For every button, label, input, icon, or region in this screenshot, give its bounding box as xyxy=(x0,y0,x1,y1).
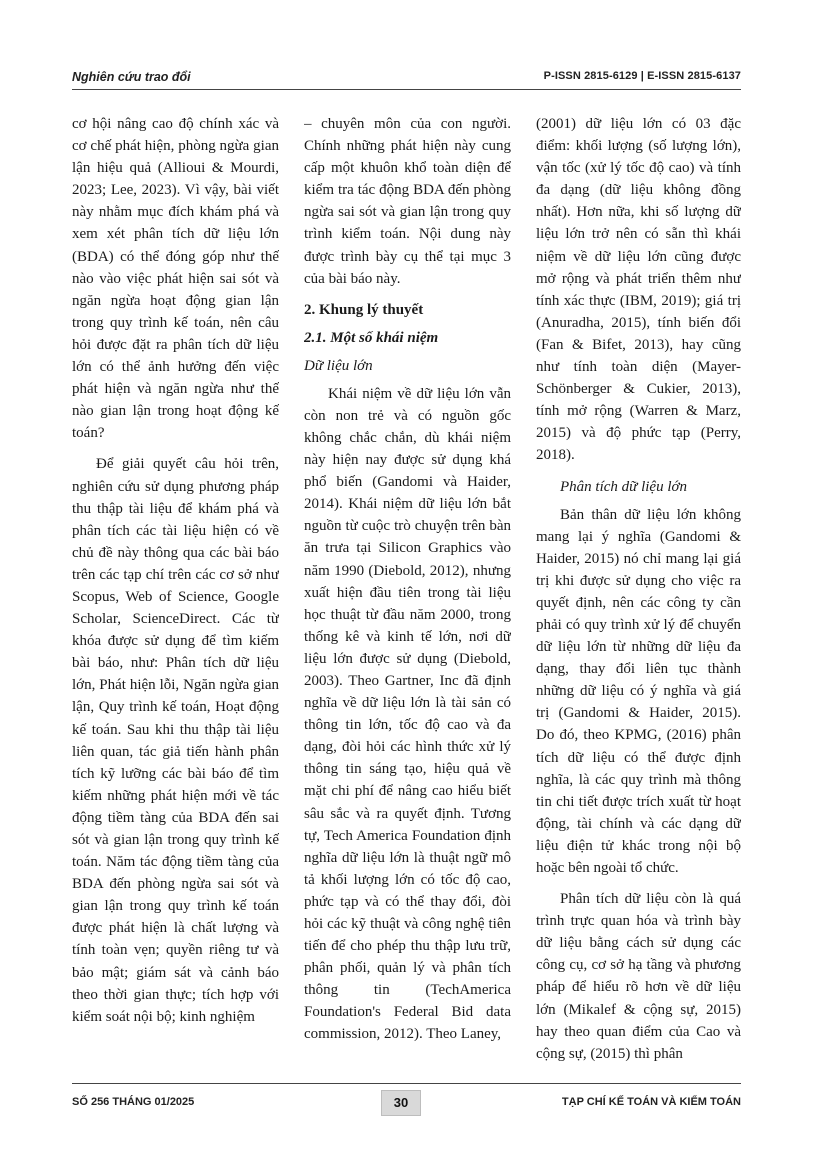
paragraph: Bản thân dữ liệu lớn không mang lại ý nghĩa (Gandomi & Haider, 2015) nó chỉ mang lại giá trị khi được sử dụng cho việc ra quyết định, nên các công ty cần phải có quy trình xử lý để chuyển dữ liệu lớn từ những dữ liệu đa dạng, thay đổi liên tục thành những dữ liệu có ý nghĩa và giá trị (Gandomi & Haider, 2015). Do đó, theo KPMG, (2016) phân tích dữ liệu có thể được định nghĩa, là các quy trình mà thông tin chi tiết được trích xuất từ hoạt động, tài chính và các dạng dữ liệu điện tử khác trong nội bộ hoặc bên ngoài tổ chức. xyxy=(536,506,741,876)
text-column-3 xyxy=(536,113,741,1063)
paragraph: Để giải quyết câu hỏi trên, nghiên cứu sử dụng phương pháp thu thập tài liệu để khám phá và phân tích các tài liệu hiện có về chủ đề này thông qua các bài báo trên các tạp chí trên các cơ sở như Scopus, Web of Science, Google Scholar, ScienceDirect. Các từ khóa được sử dụng để tìm kiếm bài báo, như: Phân tích dữ liệu lớn, Phát hiện lỗi, Ngăn ngừa gian lận, Quy trình kế toán, Hoạt động kế toán. Sau khi thu thập tài liệu liên quan, tác giả tiến hành phân tích kỹ lưỡng các bài báo để tìm kiếm những phát hiện mới về tác động tiềm tàng của BDA đến sai sót và gian lận trong quy trình kế toán. Năm tác động tiềm tàng của BDA đến phòng ngừa sai sót và gian lận trong quy trình kế toán được phát hiện là chất lượng và tính toàn vẹn; quyền riêng tư và bảo mật; giám sát và cảnh báo theo thời gian thực; tích hợp với kiểm soát nội bộ; kinh nghiệm xyxy=(72,456,279,1025)
paragraph: cơ hội nâng cao độ chính xác và cơ chế phát hiện, phòng ngừa gian lận hiệu quả (Allioui & Mourdi, 2023; Lee, 2023). Vì vậy, bài viết này nhằm mục đích khám phá và xem xét phân tích dữ liệu lớn (BDA) có thể đóng góp như thế nào vào việc phát hiện sai sót và ngăn ngừa hoạt động gian lận trong quy trình kế toán, nên câu hỏi được đặt ra phân tích dữ liệu lớn có thể ảnh hưởng đến việc phát hiện và ngăn ngừa như thế nào gian lận trong hoạt động kế toán? xyxy=(72,116,279,442)
paragraph: Phân tích dữ liệu còn là quá trình trực quan hóa và trình bày dữ liệu bằng cách sử dụng các công cụ, cơ sở hạ tầng và phương pháp để hiểu rõ hơn về dữ liệu lớn (Mikalef & cộng sự, 2015) hay theo quan điểm của Cao và cộng sự, (2015) thì phân xyxy=(536,891,741,1062)
section-label: Nghiên cứu trao đổi xyxy=(72,70,191,84)
section-heading: 2. Khung lý thuyết xyxy=(304,301,424,318)
text-column-1 xyxy=(72,113,279,1063)
text-column-2 xyxy=(304,113,511,1063)
footer-divider xyxy=(72,1083,741,1084)
paragraph: – chuyên môn của con người. Chính những phát hiện này cung cấp một khuôn khổ toàn diện để kiểm tra tác động BDA đến phòng ngừa sai sót và gian lận trong quy trình kiểm toán. Nội dung này được trình bày cụ thể tại mục 3 của bài báo này. xyxy=(304,116,511,287)
page-number: 30 xyxy=(381,1090,421,1116)
topic-heading-big-data-analytics: Phân tích dữ liệu lớn xyxy=(560,478,688,495)
paragraph: Khái niệm về dữ liệu lớn vẫn còn non trẻ và có nguồn gốc không chắc chắn, dù khái niệm này hiện nay được sử dụng khá phổ biến (Gandomi và Haider, 2014). Khái niệm dữ liệu lớn bắt nguồn từ cuộc trò chuyện trên bàn ăn trưa tại Silicon Graphics vào năm 1990 (Diebold, 2012), nhưng xuất hiện đầu tiên trong tài liệu học thuật từ đầu năm 2000, trong thống kê và kinh tế lớn, nơi dữ liệu lớn được sử dụng (Diebold, 2003). Theo Gartner, Inc đã định nghĩa về dữ liệu lớn là tài sản có thông tin lớn, tốc độ cao và đa dạng, đòi hỏi các hình thức xử lý thông tin sáng tạo, hiệu quả về mặt chi phí để nâng cao hiểu biết sâu sắc và ra quyết định. Tương tự, Tech America Foundation định nghĩa dữ liệu lớn là thuật ngữ mô tả khối lượng lớn có tốc độ cao, phức tạp và có thể thay đổi, đòi hỏi các kỹ thuật và công nghệ tiên tiến để cho phép thu thập lưu trữ, phân phối, quản lý và phân tích thông tin (TechAmerica Foundation's Federal Bid data commission, 2012). Theo Laney, xyxy=(304,385,511,1043)
page-header xyxy=(72,68,741,90)
header-divider xyxy=(72,89,741,90)
page-footer xyxy=(72,1090,741,1120)
journal-name: TẠP CHÍ KẾ TOÁN VÀ KIỂM TOÁN xyxy=(561,1096,741,1108)
subsection-heading: 2.1. Một số khái niệm xyxy=(304,329,439,346)
issn-label: P-ISSN 2815-6129 | E-ISSN 2815-6137 xyxy=(543,70,741,82)
issue-label: SỐ 256 THÁNG 01/2025 xyxy=(72,1096,195,1108)
paragraph: (2001) dữ liệu lớn có 03 đặc điểm: khối lượng (số lượng lớn), vận tốc (xử lý tốc độ cao) và tính đa dạng (dữ liệu không đồng nhất). Hơn nữa, khi số lượng dữ liệu lớn trở nên có sẵn thì khái niệm về dữ liệu lớn cũng được mở rộng và phát triển thêm như tính xác thực (IBM, 2019); giá trị (Anuradha, 2015), tính biến đổi (Fan & Bifet, 2013), hay cũng như tính toàn diện (Mayer-Schönberger & Cukier, 2013), tính mở rộng (Warren & Marz, 2015) và độ phức tạp (Perry, 2018). xyxy=(536,116,741,464)
topic-heading-big-data: Dữ liệu lớn xyxy=(304,357,373,374)
